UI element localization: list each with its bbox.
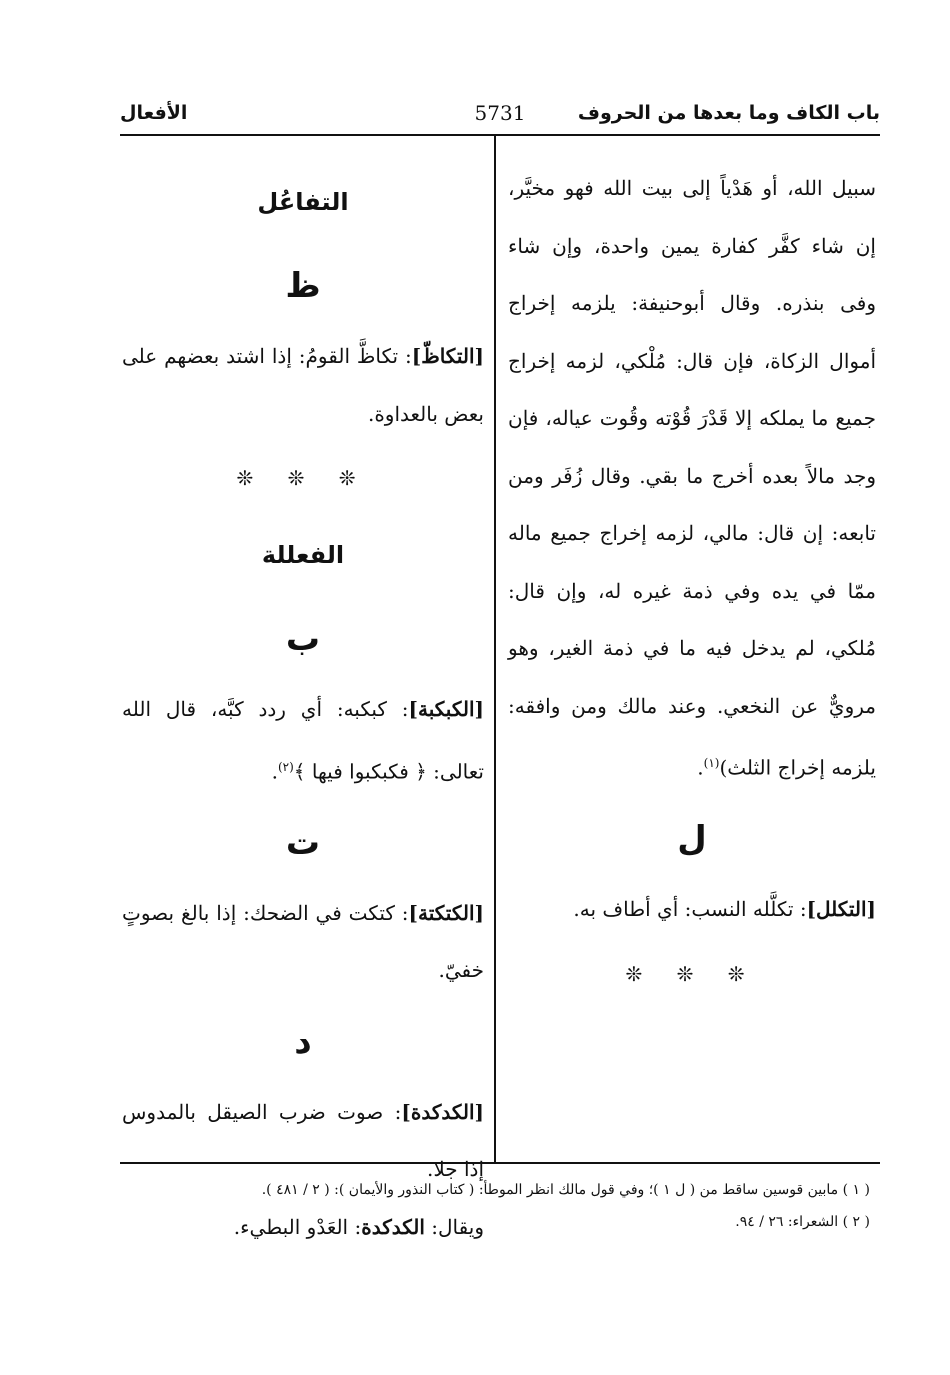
footnote-rule (120, 1162, 880, 1164)
page-number: 5731 (474, 101, 526, 125)
entry-term: [الكبكبة] (408, 697, 484, 721)
entry-term: الكدكدة (361, 1214, 425, 1239)
footnote-ref-2: (٢) (277, 759, 294, 774)
entry-term: [الكدكدة] (401, 1099, 484, 1124)
entry-continuation: سبيل الله، أو هَدْياً إلى بيت الله فهو مخيَّر، إن شاء كفَّر كفارة يمين واحدة، وإن شاء وفى بنذره. وقال أبوحنيفة: يلزمه إخراج أموال الزكاة، فإن قال: مُلْكي، لزمه إخراج جميع ما يملكه إلا قَدْرَ قُوْته وقُوت عياله، فإن وجد مالاً بعده أخرج ما بقي. وقال زُفَر ومن تابعه: إن قال: مالي، لزمه إخراج جميع ماله ممّا في يده وفي ذمة غيره له، وإن قال: مُلكي، لم يدخل فيه ما في ذمة الغير، وهو مرويٌّ عن النخعي. وعند مالك ومن وافقه: يلزمه إخراج الثلث)$^{(١)}$. (508, 176, 876, 780)
section-heading-tafaul: التفاعُل (257, 188, 349, 216)
letter-heading-ba: ب (285, 619, 321, 659)
section-separator-stars: ❊ ❊ ❊ (625, 961, 759, 986)
footnotes (130, 1174, 870, 1238)
letter-heading-za: ظ (285, 266, 321, 306)
entry-term: [التكلل] (806, 897, 876, 922)
column-divider (494, 134, 496, 1162)
entry-takallul: [التكلل]: تكلَّله النسب: أي أطاف به. (573, 897, 876, 922)
letter-heading-ta: ت (285, 822, 321, 863)
footnote-2: ( ٢ ) الشعراء: ٢٦ / ٩٤. (735, 1214, 870, 1230)
entry-term: [التكاظّ] (411, 344, 484, 368)
entry-term: [الكتكتة] (408, 900, 484, 925)
section-heading-falala: الفعللة (261, 541, 345, 569)
header-section-title: الأفعال (120, 102, 188, 124)
header-chapter-title: باب الكاف وما بعدها من الحروف (577, 102, 880, 124)
header-rule (120, 134, 880, 136)
footnote-ref-1: (١) (703, 756, 720, 770)
section-separator-stars: ❊ ❊ ❊ (236, 466, 370, 490)
left-column (122, 160, 484, 1256)
running-header (120, 96, 880, 130)
entry-kadkada: [الكدكدة]: صوت ضرب الصيقل بالمدوس إذا جلا. (122, 1099, 484, 1182)
entry-kabkaba: [الكبكبة]: كبكبه: أي ردد كبَّه، قال الله تعالى: ﴿ فكبكبوا فيها ﴾$^{(٢)}$. (122, 697, 484, 784)
entry-takazz: [التكاظّ]: تكاظَّ القومُ: إذا اشتد بعضهم على بعض بالعداوة. (122, 344, 484, 426)
letter-heading-lam: ل (677, 819, 707, 860)
entry-kadkada-2: ويقال: الكدكدة: العَدْو البطيء. (233, 1214, 484, 1239)
right-column (508, 160, 876, 1009)
footnote-1: ( ١ ) مابين قوسين ساقط من ( ل ١ )؛ وفي قول مالك انظر الموطأ: ( كتاب النذور والأيمان ): ( ٢ / ٤٨١ ). (261, 1182, 870, 1198)
entry-katkata: [الكتكتة]: كتكت في الضحك: إذا بالغ بصوتٍ خفيّ. (122, 900, 484, 983)
letter-heading-dal: د (294, 1021, 312, 1062)
